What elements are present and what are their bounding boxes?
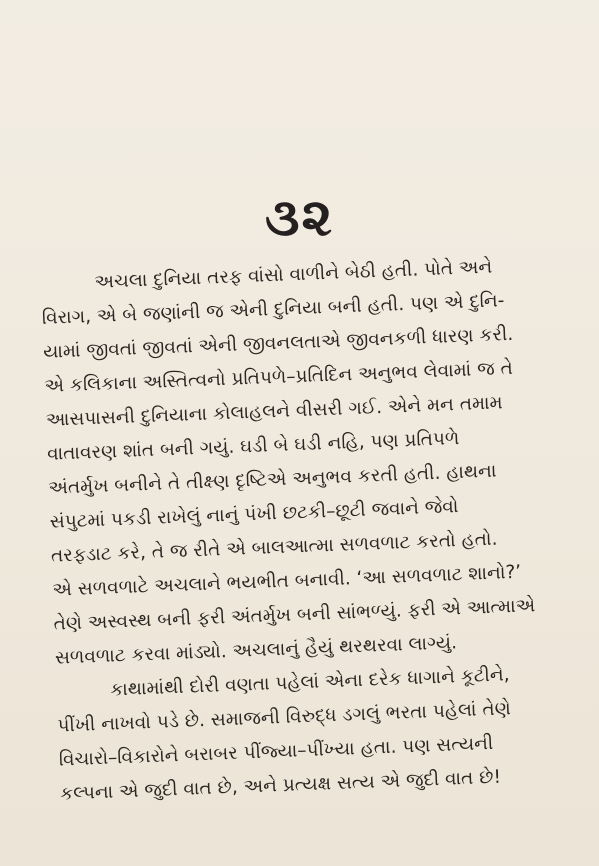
text-line: અચલા દુનિયા તરફ વાંસો વાળીને બેઠી હતી. પોતે અને bbox=[94, 256, 493, 293]
paragraph-1 bbox=[40, 248, 580, 676]
text-line: વિચારો–વિકારોને બરાબર પીંજ્યા–પીંખ્યા હતા. પણ સત્યની bbox=[58, 732, 494, 771]
text-line: વાતાવરણ શાંત બની ગયું. ઘડી બે ઘડી નહિ, પણ પ્રતિપળે bbox=[46, 428, 460, 465]
text-line: સળવળાટ કરવા માંડ્યો. અચલાનું હૈયું થરથરવા લાગ્યું. bbox=[54, 632, 458, 669]
text-line: વિરાગ, એ બે જણાંની જ એની દુનિયા બની હતી. પણ એ દુનિ- bbox=[41, 290, 505, 329]
text-line: યામાં જીવતાં જીવતાં એની જીવનલતાએ જીવનકળી ધારણ કરી. bbox=[42, 323, 514, 363]
text-line: તેણે અસ્વસ્થ બની ફરી અંતર્મુખ બની સાંભળ્યું. ફરી એ આત્માએ bbox=[53, 595, 536, 635]
body-text bbox=[40, 248, 585, 812]
text-line: એ કલિકાના અસ્તિત્વનો પ્રતિપળે–પ્રતિદિન અનુભવ લેવામાં જ તે bbox=[44, 357, 514, 397]
text-line: આસપાસની દુનિયાના કોલાહલને વીસરી ગઈ. એને મન તમામ bbox=[45, 392, 504, 431]
text-line: તરફડાટ કરે, તે જ રીતે એ બાલઆત્મા સળવળાટ કરતો હતો. bbox=[50, 528, 498, 567]
text-line: અંતર્મુખ બનીને તે તીક્ષ્ણ દૃષ્ટિએ અનુભવ કરતી હતી. હાથના bbox=[48, 460, 497, 499]
text-line: પીંખી નાખવો પડે છે. સમાજની વિરુદ્ધ ડગલું ભરતા પહેલાં તેણે bbox=[57, 698, 512, 737]
chapter-number: ૩૨ bbox=[264, 188, 335, 248]
text-line: એ સળવળાટે અચલાને ભયભીત બનાવી. ‘આ સળવળાટ શાનો?’ bbox=[51, 561, 522, 601]
text-line: કાથામાંથી દોરી વણતા પહેલાં એના દરેક ધાગાને કૂટીને, bbox=[109, 664, 510, 701]
text-line: કલ્પના એ જુદી વાત છે, અને પ્રત્યક્ષ સત્ય એ જુદી વાત છે! bbox=[59, 766, 502, 805]
paragraph-2 bbox=[56, 656, 586, 812]
text-line: સંપુટમાં પકડી રાખેલું નાનું પંખી છટકી–છૂટી જવાને જેવો bbox=[49, 496, 459, 533]
